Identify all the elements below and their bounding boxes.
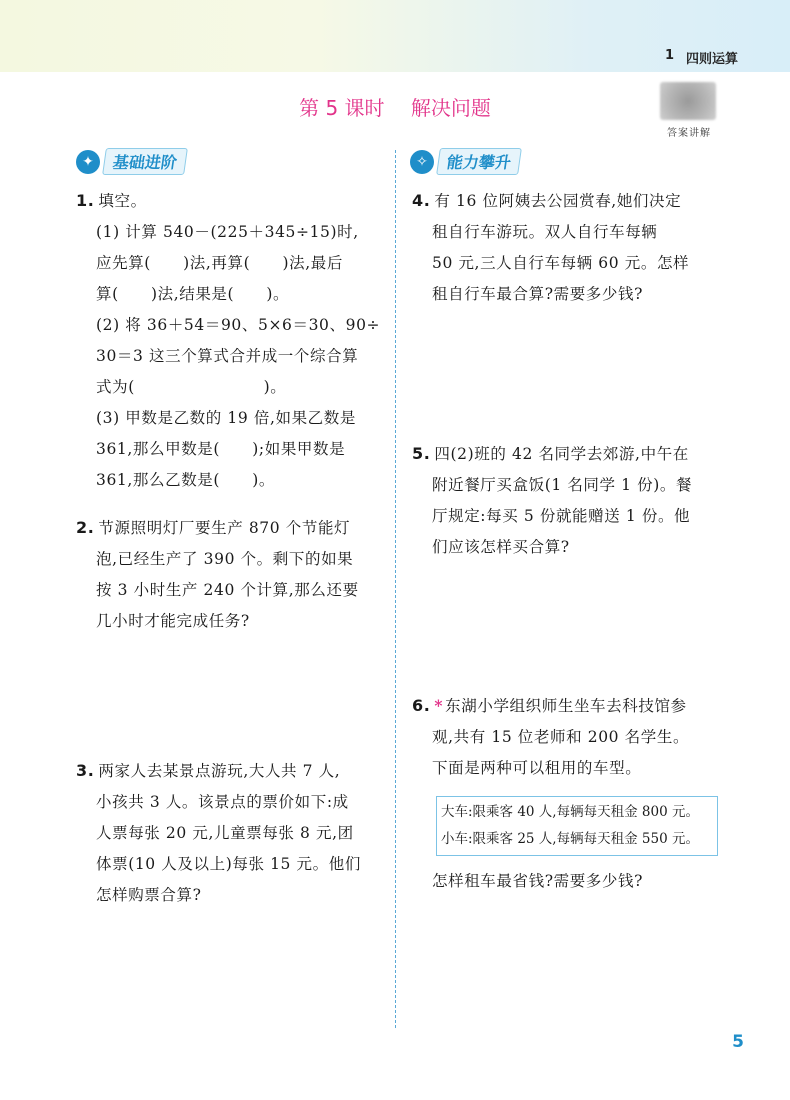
q3-line: 怎样购票合算? xyxy=(96,886,202,904)
section-advanced xyxy=(410,148,520,175)
question-5 xyxy=(412,438,732,563)
chapter-number: 1 xyxy=(664,48,674,63)
q1-s2-line: 30＝3 这三个算式合并成一个综合算 xyxy=(96,347,359,365)
question-1 xyxy=(76,185,386,496)
lesson-name: 解决问题 xyxy=(410,96,491,120)
lesson-number: 第 5 课时 xyxy=(299,96,385,120)
section-basic-label: 基础进阶 xyxy=(102,148,188,175)
q1-s1-line: (1) 计算 540－(225＋345÷15)时, xyxy=(96,223,359,241)
q2-line: 泡,已经生产了 390 个。剩下的如果 xyxy=(96,550,354,568)
question-number: 2. xyxy=(76,518,95,537)
question-number: 6. xyxy=(412,696,431,715)
q5-line: 附近餐厅买盒饭(1 名同学 1 份)。餐 xyxy=(432,476,693,494)
challenge-star-icon: * xyxy=(434,696,444,715)
question-number: 1. xyxy=(76,191,95,210)
lesson-title xyxy=(0,92,790,121)
car-type-large: 大车:限乘客 40 人,每辆每天租金 800 元。 xyxy=(441,804,699,820)
question-6 xyxy=(412,690,742,784)
chapter-header xyxy=(665,48,738,67)
q4-line: 有 16 位阿姨去公园赏春,她们决定 xyxy=(434,192,682,210)
q1-s3-line: 361,那么甲数是( );如果甲数是 xyxy=(96,440,346,458)
q1-s2-line: 式为( )。 xyxy=(96,378,287,396)
question-number: 3. xyxy=(76,761,95,780)
section-basic xyxy=(76,148,186,175)
q3-line: 小孩共 3 人。该景点的票价如下:成 xyxy=(96,793,349,811)
question-number: 4. xyxy=(412,191,431,210)
question-6-ask xyxy=(432,866,742,897)
question-4 xyxy=(412,185,732,310)
q1-s3-line: (3) 甲数是乙数的 19 倍,如果乙数是 xyxy=(96,409,356,427)
question-3 xyxy=(76,755,386,911)
runner-icon: ✦ xyxy=(76,150,100,174)
q1-s3-line: 361,那么乙数是( )。 xyxy=(96,471,276,489)
q4-line: 租自行车最合算?需要多少钱? xyxy=(432,285,644,303)
q5-line: 厅规定:每买 5 份就能赠送 1 份。他 xyxy=(432,507,691,525)
q1-s2-line: (2) 将 36＋54＝90、5×6＝30、90÷ xyxy=(96,316,381,334)
car-types-box xyxy=(436,796,718,856)
q3-line: 体票(10 人及以上)每张 15 元。他们 xyxy=(96,855,361,873)
q5-line: 四(2)班的 42 名同学去郊游,中午在 xyxy=(434,445,689,463)
q6-line: 观,共有 15 位老师和 200 名学生。 xyxy=(432,728,690,746)
qr-label: 答案讲解 xyxy=(667,128,711,139)
column-divider xyxy=(395,150,396,1028)
q5-line: 们应该怎样买合算? xyxy=(432,538,570,556)
chapter-name: 四则运算 xyxy=(685,52,738,67)
car-type-small: 小车:限乘客 25 人,每辆每天租金 550 元。 xyxy=(441,831,699,847)
q6-question: 怎样租车最省钱?需要多少钱? xyxy=(432,872,644,890)
q3-line: 人票每张 20 元,儿童票每张 8 元,团 xyxy=(96,824,354,842)
q3-line: 两家人去某景点游玩,大人共 7 人, xyxy=(98,762,341,780)
q6-line: 下面是两种可以租用的车型。 xyxy=(432,759,642,777)
q2-line: 按 3 小时生产 240 个计算,那么还要 xyxy=(96,581,359,599)
question-number: 5. xyxy=(412,444,431,463)
page-number: 5 xyxy=(732,1032,744,1052)
q1-s1-line: 算( )法,结果是( )。 xyxy=(96,285,290,303)
climber-icon: ✧ xyxy=(410,150,434,174)
q1-s1-line: 应先算( )法,再算( )法,最后 xyxy=(96,254,343,272)
section-advanced-label: 能力攀升 xyxy=(436,148,522,175)
q6-line: 东湖小学组织师生坐车去科技馆参 xyxy=(445,697,687,715)
q4-line: 50 元,三人自行车每辆 60 元。怎样 xyxy=(432,254,690,272)
q2-line: 节源照明灯厂要生产 870 个节能灯 xyxy=(98,519,351,537)
q2-line: 几小时才能完成任务? xyxy=(96,612,250,630)
question-title: 填空。 xyxy=(98,192,147,210)
question-2 xyxy=(76,512,386,637)
q4-line: 租自行车游玩。双人自行车每辆 xyxy=(432,223,658,241)
